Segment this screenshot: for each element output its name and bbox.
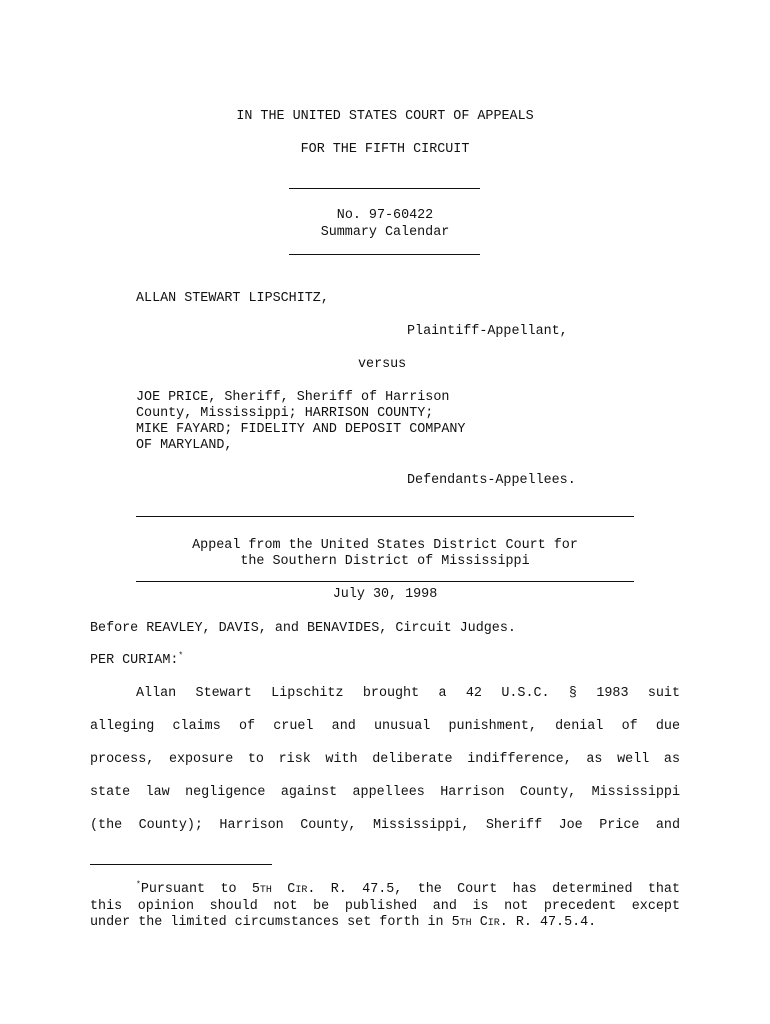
appeal-line: Appeal from the United States District Court for [192, 538, 578, 553]
docket-number: No. 97-60422 [336, 208, 434, 223]
footnote-line-marker: * [136, 880, 141, 890]
citation-number: 5 [251, 882, 260, 897]
defendants-line: MIKE FAYARD; FIDELITY AND DEPOSIT COMPANY [136, 422, 466, 437]
defendants-line: JOE PRICE, Sheriff, Sheriff of Harrison [136, 390, 450, 405]
footnote-marker: * [178, 651, 184, 661]
body-line: state law negligence against appellees Harrison County, Mississippi [90, 785, 680, 800]
citation-smallcaps: TH [259, 885, 272, 896]
appeal-divider-top [136, 516, 634, 517]
per-curiam-heading [90, 653, 183, 669]
citation-letter: C [287, 882, 296, 897]
body-line: Allan Stewart Lipschitz brought a 42 U.S.C. § 1983 suit [136, 686, 680, 701]
footnote-text: . R. 47.5.4. [499, 915, 597, 930]
body-line: alleging claims of cruel and unusual punishment, denial of due [90, 719, 680, 734]
citation-letter: C [479, 915, 488, 930]
versus-label: versus [358, 357, 407, 372]
footnote-line-2: this opinion should not be published and is not precedent except [90, 899, 680, 914]
citation-smallcaps: IR [295, 885, 308, 896]
defendants-line: OF MARYLAND, [136, 438, 233, 453]
appeal-line: the Southern District of Mississippi [240, 554, 530, 569]
plaintiff-name: ALLAN STEWART LIPSCHITZ, [136, 291, 329, 306]
panel-judges: Before REAVLEY, DAVIS, and BENAVIDES, Circuit Judges. [90, 621, 516, 636]
footnote-line-3 [90, 915, 680, 932]
appeal-divider-bottom [136, 581, 634, 582]
body-line: (the County); Harrison County, Mississippi, Sheriff Joe Price and [90, 818, 680, 833]
footnote-text: . R. 47.5, the Court has determined that [307, 882, 680, 897]
citation-number: 5 [451, 915, 460, 930]
defendants-role: Defendants-Appellees. [407, 473, 576, 488]
footnote-separator [90, 864, 272, 865]
decision-date: July 30, 1998 [332, 587, 438, 602]
defendants-line: County, Mississippi; HARRISON COUNTY; [136, 406, 434, 421]
footnote-line-1 [136, 882, 680, 899]
caption-divider-top [289, 188, 480, 189]
caption-divider-bottom [289, 254, 480, 255]
court-title: IN THE UNITED STATES COURT OF APPEALS [236, 109, 534, 124]
body-line: process, exposure to risk with deliberate indifference, as well as [90, 752, 680, 767]
circuit-title: FOR THE FIFTH CIRCUIT [300, 142, 470, 157]
plaintiff-role: Plaintiff-Appellant, [407, 324, 568, 339]
footnote-text: under the limited circumstances set forth in [90, 915, 452, 930]
per-curiam-label: PER CURIAM: [90, 653, 179, 668]
footnote-text: Pursuant to [140, 882, 252, 897]
citation-smallcaps: TH [459, 918, 472, 929]
calendar-type: Summary Calendar [320, 225, 450, 240]
citation-smallcaps: IR [487, 918, 500, 929]
